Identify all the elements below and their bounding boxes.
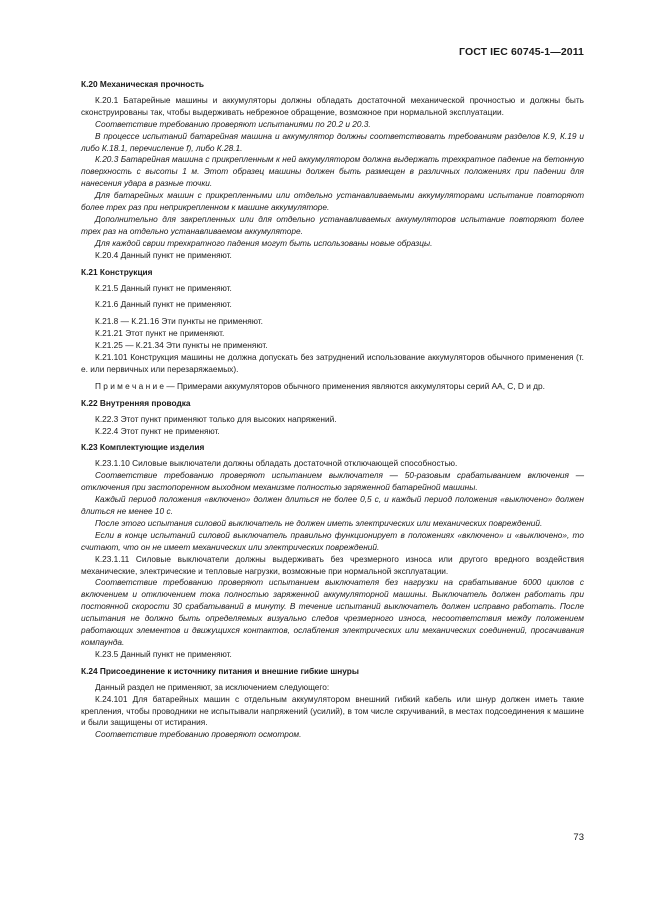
- section-k24: [81, 666, 584, 741]
- paragraph: Каждый период положения «включено» должен длиться не более 0,5 с, и каждый период положения «выключено» должен длиться не менее 10 с.: [81, 494, 584, 516]
- paragraph: После этого испытания силовой выключатель не должен иметь электрических или механических повреждений.: [95, 517, 543, 528]
- document-body: [81, 79, 584, 741]
- section-title: К.22 Внутренняя проводка: [81, 397, 191, 408]
- paragraph: К.21.25 — К.21.34 Эти пункты не применяют.: [95, 340, 268, 351]
- section-k20: [81, 79, 584, 262]
- paragraph: К.21.8 — К.21.16 Эти пункты не применяют.: [95, 316, 263, 327]
- section-title: К.21 Конструкция: [81, 266, 153, 277]
- paragraph: Соответствие требованию проверяют испытанием выключателя без нагрузки на срабатывание 6000 циклов с включением и отключением тока полностью заряженной аккумуляторной машины. Выключатель должен работать при постоянной скорости 30 срабатываний в минуту. В течение испытаний выключатель должен исправно работать. После испытания не должно быть определяемых визуально следов чрезмерного износа, несоответствия между положением работающих элементов и движущихся контактов, ослабления электрических или механических соединений, просачивания компаунда.: [81, 577, 584, 647]
- paragraph: К.23.1.11 Силовые выключатели должны выдерживать без чрезмерного износа или другого вредного воздействия механические, электрические и тепловые нагрузки, возможные при нормальной эксплуатации.: [81, 553, 584, 576]
- page-number: 73: [573, 832, 584, 843]
- section-title: К.23 Комплектующие изделия: [81, 442, 205, 453]
- paragraph: Для батарейных машин с прикрепленными или отдельно устанавливаемыми аккумуляторами испытание повторяют более трех раз при неприкрепленном к машине аккумуляторе.: [81, 190, 584, 213]
- section-title: К.24 Присоединение к источнику питания и внешние гибкие шнуры: [81, 665, 359, 676]
- paragraph: Соответствие требованию проверяют испытанием выключателя — 50-разовым срабатыванием включения — отключения при застопоренном выходном механизме полностью заряженной батарейной машины.: [81, 470, 584, 493]
- paragraph: Соответствие требованию проверяют испытаниями по 20.2 и 20.3.: [95, 118, 371, 129]
- paragraph: К.23.5 Данный пункт не применяют.: [95, 648, 232, 659]
- paragraph: К.20.3 Батарейная машина с прикрепленным к ней аккумулятором должна выдержать трехкратное падение на бетонную поверхность с высоты 1 м. Этот образец машины должен быть размещен в различных положениях при падении для нанесения удара в разные точки.: [81, 154, 584, 189]
- section-title: К.20 Механическая прочность: [81, 79, 205, 89]
- paragraph: К.20.1 Батарейные машины и аккумуляторы должны обладать достаточной механической прочностью и должны быть сконструированы так, чтобы выдерживать небрежное обращение, возможное при нормальной эксплуатации.: [81, 94, 584, 117]
- paragraph: В процессе испытаний батарейная машина и аккумулятор должны соответствовать требованиям разделов К.9, К.19 и либо К.18.1, перечисление f), либо К.28.1.: [81, 130, 584, 153]
- document-header: ГОСТ IEC 60745-1—2011: [459, 46, 584, 58]
- paragraph: К.24.101 Для батарейных машин с отдельным аккумулятором внешний гибкий кабель или шнур должен иметь такие крепления, чтобы проводники не испытывали напряжений (усилий), в том числе скручиваний, в местах подсоединения к машине и были защищены от истирания.: [81, 693, 584, 728]
- paragraph: К.22.4 Этот пункт не применяют.: [95, 425, 220, 436]
- paragraph: К.22.3 Этот пункт применяют только для высоких напряжений.: [95, 413, 337, 424]
- section-k22: [81, 398, 584, 438]
- paragraph: К.21.5 Данный пункт не применяют.: [95, 282, 232, 293]
- section-k21: [81, 267, 584, 393]
- paragraph: Если в конце испытаний силовой выключатель правильно функционирует в положениях «включено» и «выключено», то считают, что он не имеет механических или электрических повреждений.: [81, 529, 584, 552]
- section-k23: [81, 442, 584, 660]
- paragraph: Дополнительно для закрепленных или для отдельно устанавливаемых аккумуляторов испытание повторяют более трех раз на отдельно устанавливаемом аккумуляторе.: [81, 213, 584, 236]
- paragraph: К.21.101 Конструкция машины не должна допускать без затруднений использование аккумуляторов обычного применения (т. е. или первичных или перезаряжаемых).: [81, 352, 584, 374]
- paragraph: К.21.6 Данный пункт не применяют.: [95, 299, 232, 310]
- paragraph: К.20.4 Данный пункт не применяют.: [95, 249, 232, 260]
- paragraph: Данный раздел не применяют, за исключением следующего:: [95, 681, 330, 692]
- paragraph: К.21.21 Этот пункт не применяют.: [95, 328, 225, 339]
- paragraph: Для каждой сврии трехкратного падения могут быть использованы новые образцы.: [95, 237, 433, 248]
- paragraph: Соответствие требованию проверяют осмотром.: [95, 729, 302, 740]
- paragraph: К.23.1.10 Силовые выключатели должны обладать достаточной отключающей способностью.: [95, 458, 458, 469]
- note: П р и м е ч а н и е — Примерами аккумуляторов обычного применения являются аккумуляторы серий АА, С, D и др.: [95, 380, 545, 391]
